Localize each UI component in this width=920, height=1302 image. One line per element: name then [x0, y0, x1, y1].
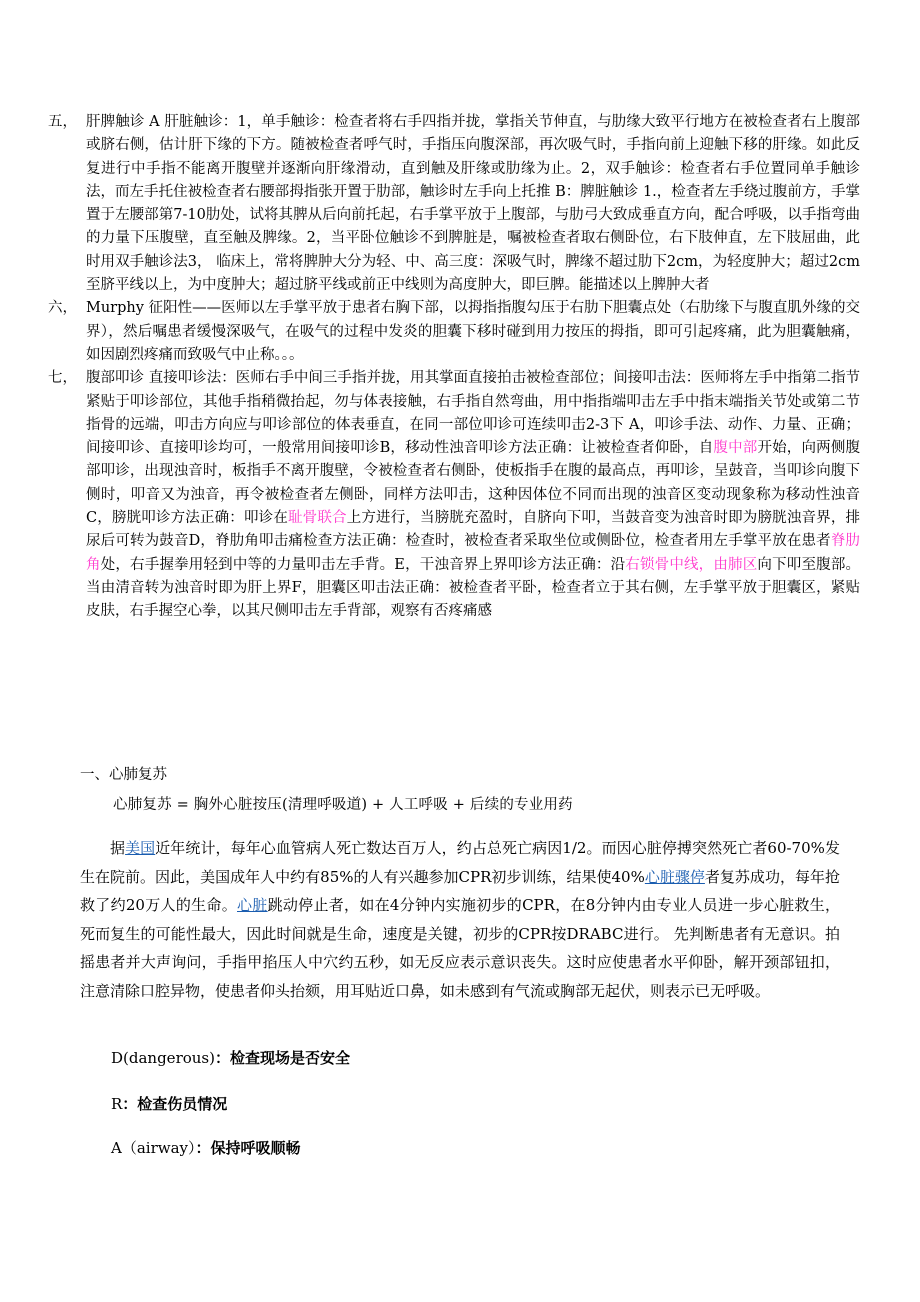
item-number: 七， — [48, 370, 77, 387]
cpr-formula: 心肺复苏 = 胸外心脏按压(清理呼吸道) + 人工呼吸 + 后续的专业用药 — [113, 797, 573, 813]
item-text — [86, 367, 860, 623]
step-desc: ：保持呼吸顺畅 — [195, 1139, 301, 1157]
text-run: 向下叩至腹部。当由清音转为浊音时即为肝上界F，胆囊区叩击法正确：被检查者平卧，检查者立于其右侧，左手掌平放于胆囊区，紧贴皮肤，右手握空心拳，以其尺侧叩击左手背部，观察有否疼痛感 — [86, 556, 861, 620]
list-item — [40, 297, 860, 367]
text-run: 者复苏成功，每年抢救了约20万人的生命。 — [80, 867, 840, 915]
text-run: 处，右手握拳用轻到中等的力量叩击左手背。E，干浊音界上界叩诊方法正确：沿 — [100, 556, 626, 573]
text-run: 肝脾触诊 A 肝脏触诊：1，单手触诊：检查者将右手四指并拢，掌指关节伸直，与肋缘大致平行地方在被检查者右上腹部或脐右侧，估计肝下缘的下方。随被检查者呼气时，手指压向腹深部，再次吸气时，手指向前上迎触下移的肝缘。如此反复进行中手指不能离开腹壁并逐渐向肝缘滑动，直到触及肝缘或肋缘为止。2，双手触诊：检查者右手位置同单手触诊法，而左手托住被检查者右腰部拇指张开置于肋部，触诊时左手向上托推 B：脾脏触诊 1.，检查者左手绕过腹前方，手掌置于左腰部第7-10肋处，试将其脾从后向前托起，右手掌平放于上腹部，与肋弓大致成垂直方向，配合呼吸，以手指弯曲的力量下压腹壁，直至触及脾缘。2，当平卧位触诊不到脾脏是，嘱被检查者取右侧卧位，右下肢伸直，左下肢屈曲，此时用双手触诊法3， 临床上，常将脾肿大分为轻、中、高三度：深吸气时，脾缘不超过肋下2cm，为轻度肿大；超过2cm至脐平线以上，为中度肿大；超过脐平线或前正中线则为高度肿大，即巨脾。能描述以上脾肿大者 — [86, 114, 860, 294]
item-number: 五， — [48, 114, 77, 130]
item-text — [86, 111, 860, 297]
text-run: 近年统计，每年心血管病人死亡数达百万人，约占总死亡病因1/2。而因心脏停搏突然死亡者60-70%发生在院前。因此，美国成年人中约有85%的人有兴趣参加CPR初步训练，结果使40% — [80, 839, 840, 886]
item-number: 六， — [48, 300, 77, 317]
text-run: Murphy 征阳性——医师以左手掌平放于患者右胸下部，以拇指指腹勾压于右肋下胆囊点处（右肋缘下与腹直肌外缘的交界），然后嘱患者缓慢深吸气，在吸气的过程中发炎的胆囊下移时碰到用力按压的拇指，即可引起疼痛，此为胆囊触痛，如因剧烈疼痛而致吸气中止称。。。 — [86, 300, 860, 363]
step-code: D(dangerous) — [111, 1049, 215, 1067]
highlight-text: 腹中部 — [713, 440, 758, 457]
text-run: 腹部叩诊 直接叩诊法：医师右手中间三手指并拢，用其掌面直接拍击被检查部位；间接叩击法：医师将左手中指第二指节紧贴于叩诊部位，其他手指稍微抬起，勿与体表接触，右手指自然弯曲，用中指指端叩击左手中指末端指关节处或第二节指骨的远端，叩击方向应与叩诊部位的体表垂直，在同一部位叩诊可连续叩击2-3下 A，叩诊手法、动作、力量、正确；间接叩诊、直接叩诊均可，一般常用间接叩诊B，移动性浊音叩诊方法正确：让被检查者仰卧，自 — [86, 370, 860, 457]
cpr-paragraph — [80, 834, 840, 1006]
text-run: 开始，向两侧腹部叩诊，出现浊音时，板指手不离开腹壁，令被检查者右侧卧，使板指手在腹的最高点，再叩诊，呈鼓音，当叩诊向腹下侧时，叩音又为浊音，再令被检查者左侧卧，同样方法叩击，这种因体位不同而出现的浊音区变动现象称为移动性浊音C，膀胱叩诊方法正确：叩诊在 — [86, 440, 861, 527]
exam-list — [40, 111, 860, 624]
list-item — [40, 367, 860, 623]
step-d — [111, 1047, 350, 1069]
text-run: 上方进行，当膀胱充盈时，自脐向下叩，当鼓音变为浊音时即为膀胱浊音界，排尿后可转为鼓音D，脊肋角叩击痛检查方法正确：检查时，被检查者采取坐位或侧卧位，检查者用左手掌平放在患者 — [86, 510, 861, 550]
highlight-text: 耻骨联合 — [288, 510, 347, 527]
step-a — [111, 1137, 301, 1159]
text-run: 据 — [110, 839, 126, 857]
text-link[interactable]: 心脏骤停 — [644, 867, 705, 886]
step-r — [111, 1093, 227, 1115]
item-text — [86, 297, 860, 367]
list-item — [40, 111, 860, 297]
text-run: 跳动停止者，如在4分钟内实施初步的CPR，在8分钟内由专业人员进一步心脏救生，死而复生的可能性最大，因此时间就是生命，速度是关键，初步的CPR按DRABC进行。 先判断患者有无意识。拍摇患者并大声询问，手指甲掐压人中穴约五秒，如无反应表示意识丧失。这时应使患者水平仰卧，解开颈部钮扣，注意清除口腔异物，使患者仰头抬颏，用耳贴近口鼻，如未感到有气流或胸部无起伏，则表示已无呼吸。 — [80, 896, 840, 1000]
step-desc: ：检查伤员情况 — [122, 1095, 228, 1113]
step-code: A（airway） — [111, 1139, 196, 1157]
highlight-text: 右锁骨中线，由肺区 — [625, 556, 758, 573]
text-link[interactable]: 美国 — [125, 839, 156, 857]
highlight-text: 脊肋角 — [86, 533, 861, 573]
text-link[interactable]: 心脏 — [237, 896, 268, 915]
step-code: R — [111, 1095, 123, 1113]
section-title: 一、心肺复苏 — [80, 767, 167, 783]
step-desc: ：检查现场是否安全 — [214, 1049, 350, 1067]
